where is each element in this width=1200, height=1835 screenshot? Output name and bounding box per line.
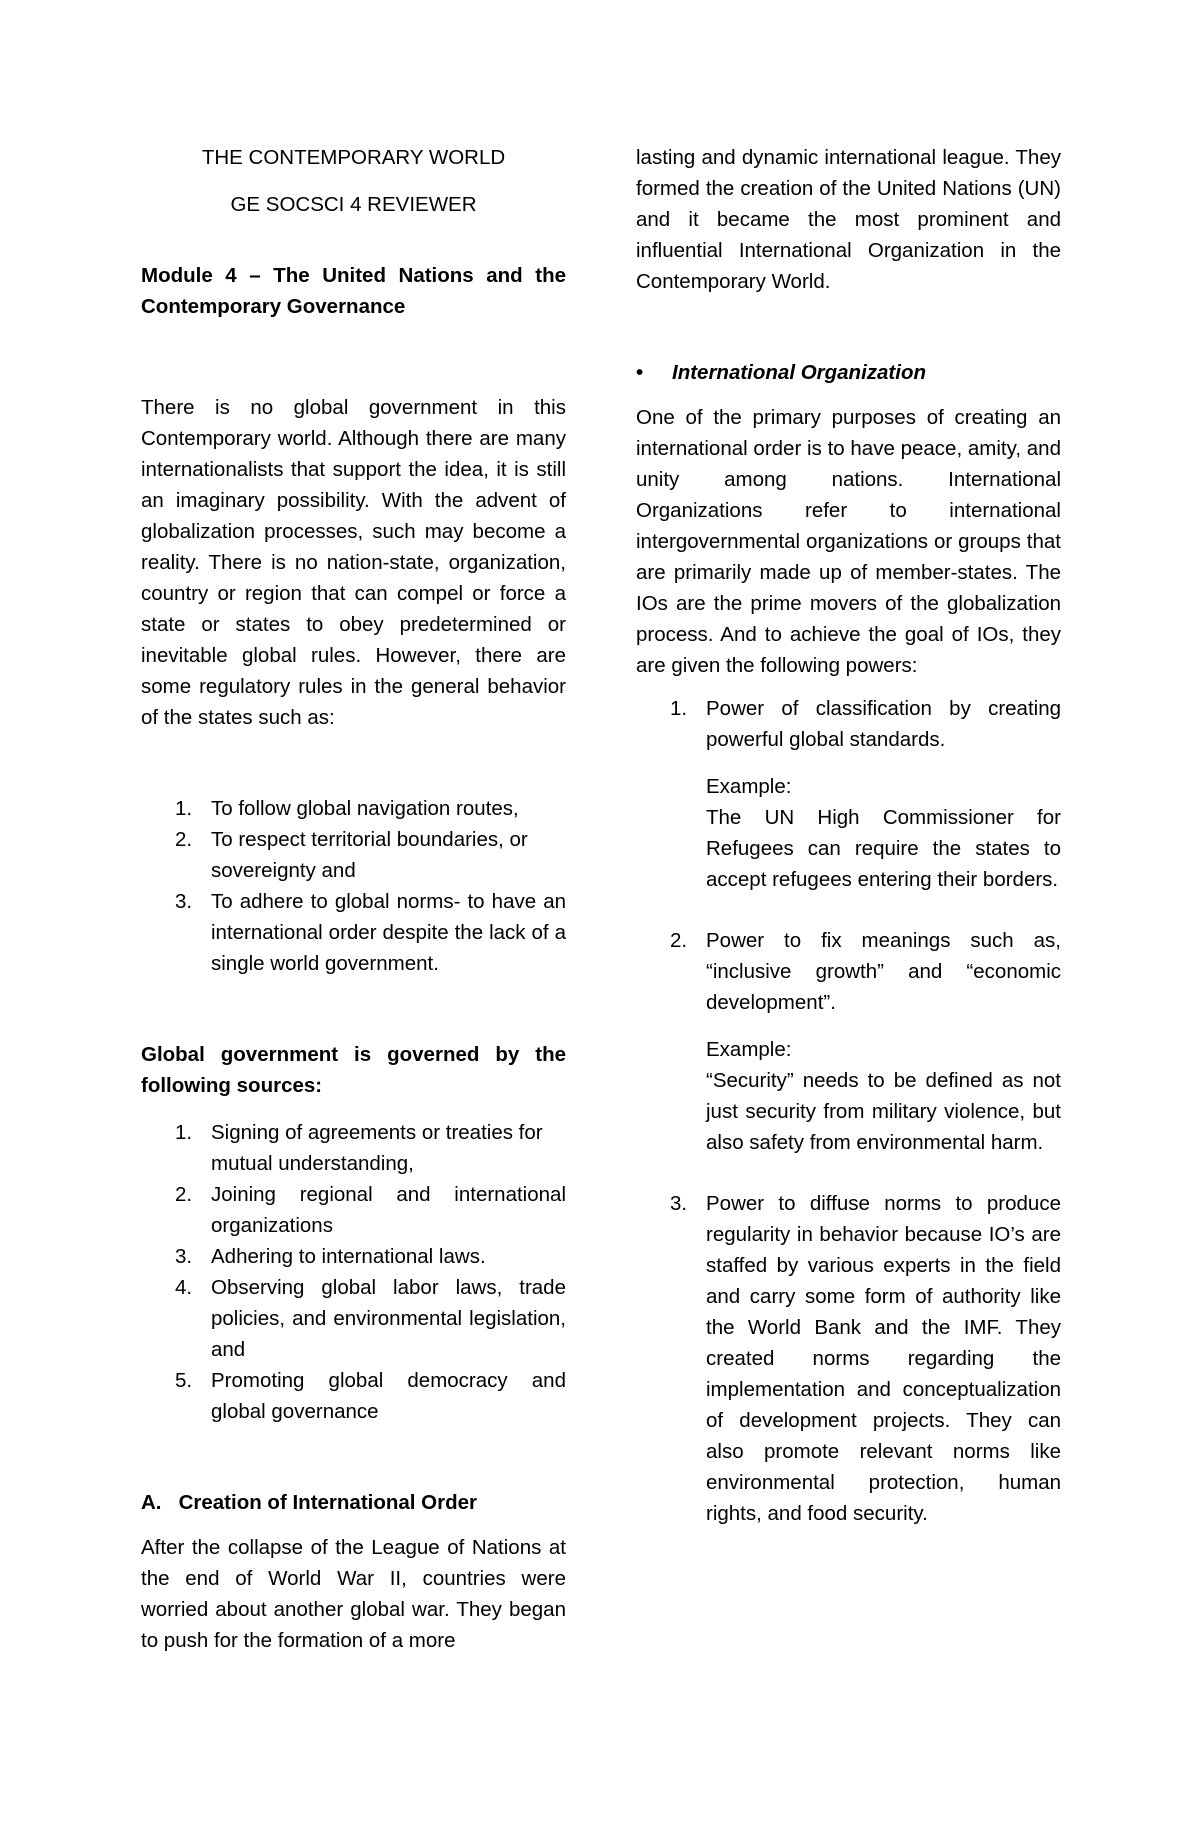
list-item — [636, 1188, 1061, 1529]
list-number: 2. — [670, 929, 688, 952]
list-item — [636, 693, 1061, 895]
behavior-rules-list — [141, 793, 566, 979]
bullet-icon: • — [636, 361, 644, 384]
section-a-body: After the collapse of the League of Nations at the end of World War II, countries were worried about another global war. They began to push for the formation of a more — [141, 1536, 566, 1652]
list-number: 1. — [175, 797, 193, 820]
list-item — [141, 793, 566, 824]
list-item — [141, 824, 566, 886]
powers-list — [636, 693, 1061, 1529]
example-text: “Security” needs to be defined as not just security from military violence, but also safety from environmental harm. — [706, 1069, 1061, 1154]
list-number: 2. — [175, 1183, 193, 1206]
power-text: Power to fix meanings such as, “inclusive growth” and “economic development”. — [706, 929, 1061, 1014]
list-text: Adhering to international laws. — [211, 1245, 486, 1268]
section-a-body-continued: lasting and dynamic international league. They formed the creation of the United Nations (UN) and it became the most prominent and influential International Organization in the Contemporary World. — [636, 146, 1061, 293]
right-column — [636, 140, 1061, 1529]
list-number: 1. — [670, 697, 688, 720]
intro-paragraph: There is no global government in this Contemporary world. Although there are many internationalists that support the idea, it is still an imaginary possibility. With the advent of globalization processes, such may become a reality. There is no nation-state, organization, country or region that can compel or force a state or states to obey predetermined or inevitable global rules. However, there are some regulatory rules in the general behavior of the states such as: — [141, 396, 566, 729]
list-item — [636, 925, 1061, 1158]
io-heading-text: International Organization — [672, 361, 926, 384]
io-heading — [636, 357, 1061, 388]
list-number: 1. — [175, 1121, 193, 1144]
list-text: Joining regional and international organizations — [211, 1183, 566, 1237]
list-item — [141, 1272, 566, 1365]
list-item — [141, 886, 566, 979]
document-subtitle: GE SOCSCI 4 REVIEWER — [230, 193, 477, 216]
left-column — [141, 140, 566, 1656]
document-title: THE CONTEMPORARY WORLD — [201, 146, 506, 169]
example-label: Example: — [706, 1038, 792, 1061]
list-number: 2. — [175, 828, 193, 851]
list-item — [141, 1241, 566, 1272]
example-label: Example: — [706, 775, 792, 798]
example-text: The UN High Commissioner for Refugees can require the states to accept refugees entering their borders. — [706, 806, 1061, 891]
list-number: 3. — [670, 1192, 688, 1215]
section-a-heading: A. Creation of International Order — [141, 1491, 478, 1514]
list-text: Observing global labor laws, trade policies, and environmental legislation, and — [211, 1276, 566, 1361]
sources-heading: Global government is governed by the following sources: — [141, 1043, 566, 1097]
list-item — [141, 1117, 566, 1179]
power-text: Power of classification by creating powerful global standards. — [706, 697, 1061, 751]
sources-list — [141, 1117, 566, 1427]
list-number: 5. — [175, 1369, 193, 1392]
list-text: Signing of agreements or treaties for mutual understanding, — [211, 1121, 543, 1175]
list-number: 4. — [175, 1276, 193, 1299]
io-paragraph: One of the primary purposes of creating an international order is to have peace, amity, and unity among nations. International Organizations refer to international intergovernmental organizations or groups that are primarily made up of member-states. The IOs are the prime movers of the globalization process. And to achieve the goal of IOs, they are given the following powers: — [636, 406, 1061, 677]
power-text: Power to diffuse norms to produce regularity in behavior because IO’s are staffed by various experts in the field and carry some form of authority like the World Bank and the IMF. They created norms regarding the implementation and conceptualization of development projects. They can also promote relevant norms like environmental protection, human rights, and food security. — [706, 1192, 1061, 1525]
list-item — [141, 1365, 566, 1427]
list-text: To follow global navigation routes, — [211, 797, 519, 820]
list-item — [141, 1179, 566, 1241]
list-number: 3. — [175, 1245, 193, 1268]
list-text: To respect territorial boundaries, or sovereignty and — [211, 828, 528, 882]
module-title: Module 4 – The United Nations and the Contemporary Governance — [141, 264, 566, 318]
list-text: To adhere to global norms- to have an international order despite the lack of a single world government. — [211, 890, 566, 975]
list-text: Promoting global democracy and global governance — [211, 1369, 566, 1423]
list-number: 3. — [175, 890, 193, 913]
